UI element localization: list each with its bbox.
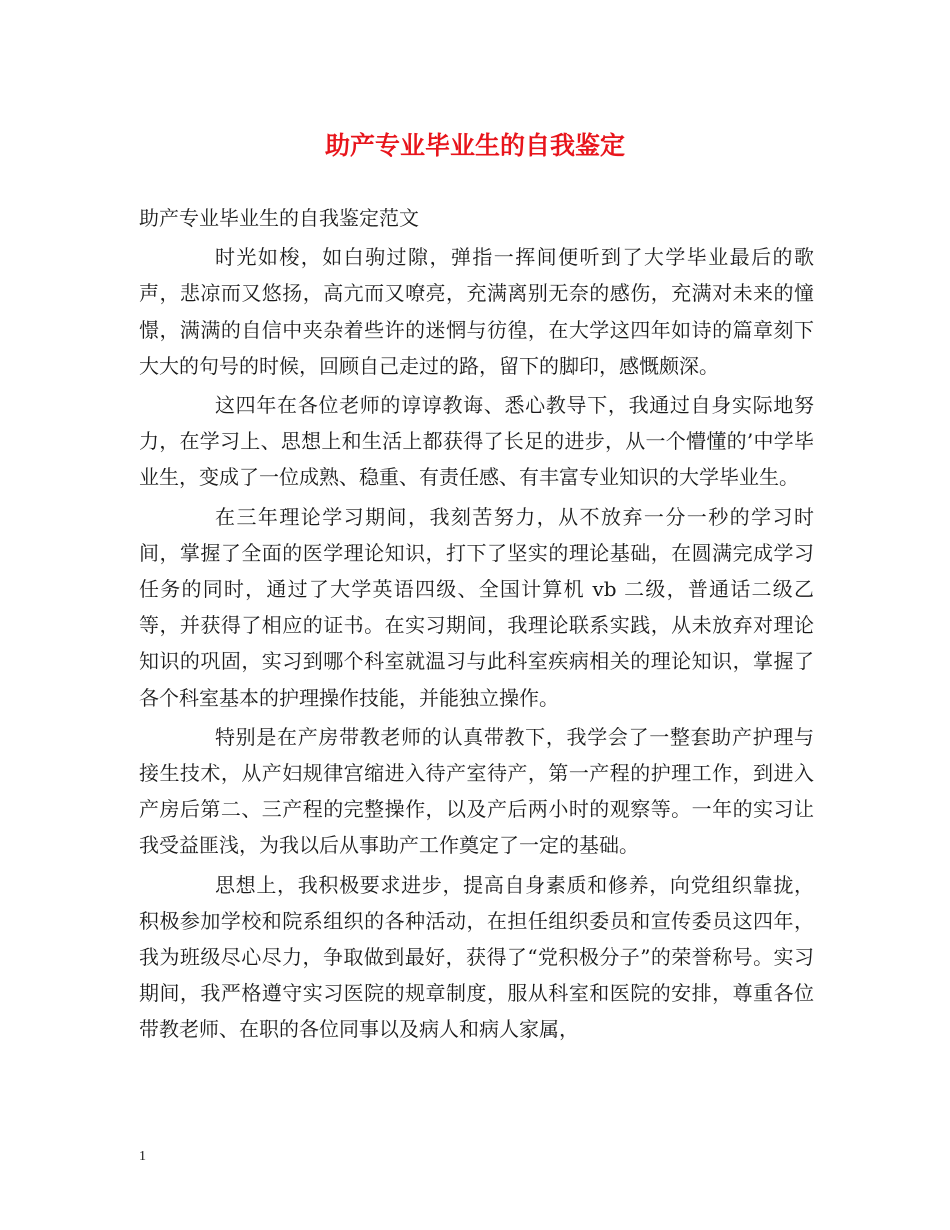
paragraph: 这四年在各位老师的谆谆教诲、悉心教导下，我通过自身实际地努力，在学习上、思想上和生活上都获得了长足的进步，从一个懵懂的’中学毕业生，变成了一位成熟、稳重、有责任感、有丰富专业知识的大学毕业生。 [139, 393, 814, 490]
page-number: 1 [139, 1149, 146, 1164]
paragraph: 在三年理论学习期间，我刻苦努力，从不放弃一分一秒的学习时间，掌握了全面的医学理论知识，打下了坚实的理论基础，在圆满完成学习任务的同时，通过了大学英语四级、全国计算机 vb 二级，普通话二级乙等，并获得了相应的证书。在实习期间，我理论联系实践，从未放弃对理论知识的巩固，实习到哪个科室就温习与此科室疾病相关的理论知识，掌握了各个科室基本的护理操作技能，并能独立操作。 [139, 504, 814, 710]
paragraph: 特别是在产房带教老师的认真带教下，我学会了一整套助产护理与接生技术，从产妇规律宫缩进入待产室待产，第一产程的护理工作，到进入产房后第二、三产程的完整操作，以及产后两小时的观察等。一年的实习让我受益匪浅，为我以后从事助产工作奠定了一定的基础。 [139, 724, 814, 858]
document-body [139, 200, 814, 1048]
paragraph: 思想上，我积极要求进步，提高自身素质和修养，向党组织靠拢，积极参加学校和院系组织的各种活动，在担任组织委员和宣传委员这四年，我为班级尽心尽力，争取做到最好，获得了“党积极分子”的荣誉称号。实习期间，我严格遵守实习医院的规章制度，服从科室和医院的安排，尊重各位带教老师、在职的各位同事以及病人和病人家属， [139, 872, 814, 1042]
document-title: 助产专业毕业生的自我鉴定 [324, 131, 625, 160]
paragraph: 时光如梭，如白驹过隙，弹指一挥间便听到了大学毕业最后的歌声，悲凉而又悠扬，高亢而又嘹亮，充满离别无奈的感伤，充满对未来的憧憬，满满的自信中夹杂着些许的迷惘与彷徨，在大学这四年如诗的篇章刻下大大的句号的时候，回顾自己走过的路，留下的脚印，感慨颇深。 [139, 245, 814, 378]
document-subtitle: 助产专业毕业生的自我鉴定范文 [139, 206, 419, 230]
